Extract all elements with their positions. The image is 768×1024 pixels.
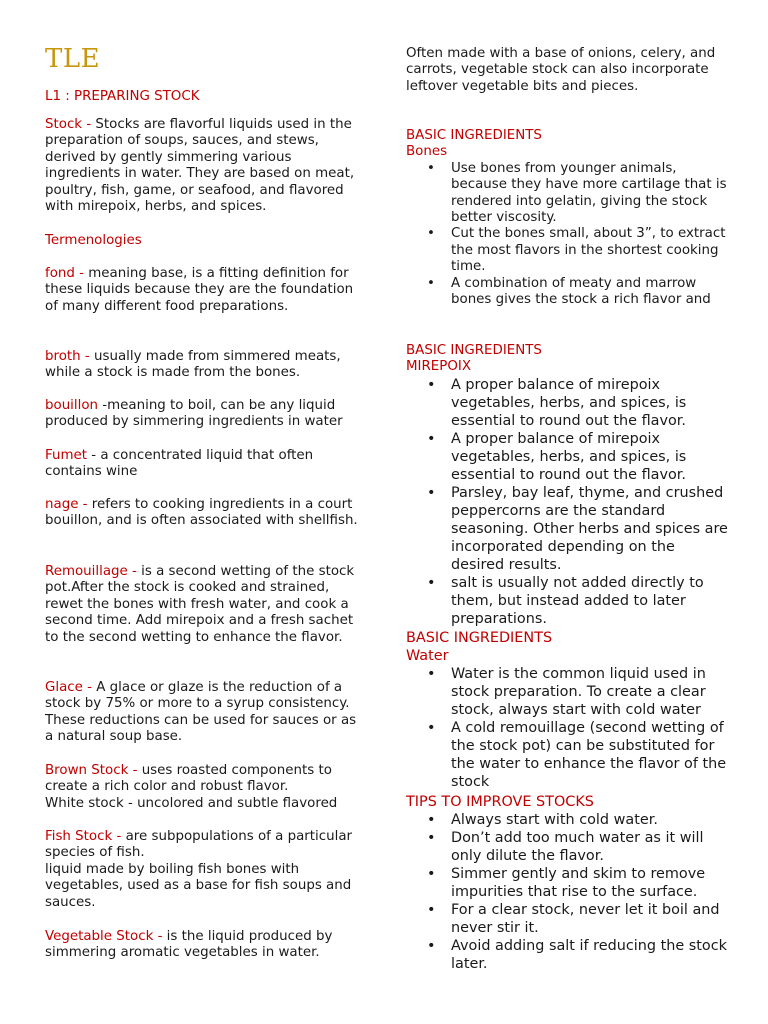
term-label: fond - (45, 266, 84, 281)
list-item: • A cold remouillage (second wetting of the stock pot) can be substituted for the water to enhance the flavor of the stock (406, 719, 728, 791)
definition-vegetable-stock (45, 929, 367, 962)
section-heading: BASIC INGREDIENTS (406, 630, 553, 646)
definition-text: uses roasted components to create a rich color and robust flavor. (45, 763, 332, 795)
tips-list (406, 811, 728, 973)
terminologies-heading: Termenologies (45, 233, 142, 248)
lesson-heading: L1 : PREPARING STOCK (45, 89, 200, 104)
term-label: bouillon (45, 398, 99, 413)
definition-fish-stock (45, 829, 367, 911)
definition-brown-stock (45, 763, 367, 812)
list-item: • A proper balance of mirepoix vegetables, herbs, and spices, is essential to round out the flavor. (406, 430, 728, 484)
section-mirepoix (406, 343, 728, 628)
section-bones (406, 128, 728, 308)
definition-broth (45, 349, 367, 382)
section-heading: TIPS TO IMPROVE STOCKS (406, 794, 594, 810)
term-label: Fish Stock - (45, 829, 122, 844)
definition-remouillage (45, 564, 367, 646)
section-water (406, 629, 728, 791)
mirepoix-list (406, 376, 728, 628)
definition-stock (45, 117, 367, 215)
bones-list (406, 161, 728, 309)
definition-text: is a second wetting of the stock pot.After the stock is cooked and strained, rewet the bones with fresh water, and cook a second time. Add mirepoix and a fresh sachet to the second wetting to enhance the flavor. (45, 564, 355, 645)
list-item: • A proper balance of mirepoix vegetables, herbs, and spices, is essential to round out the flavor. (406, 376, 728, 430)
definition-text: refers to cooking ingredients in a court bouillon, and is often associated with shellfish. (45, 497, 358, 529)
list-item: • For a clear stock, never let it boil and never stir it. (406, 901, 728, 937)
section-heading: BASIC INGREDIENTS (406, 343, 542, 358)
list-item: • Simmer gently and skim to remove impurities that rise to the surface. (406, 865, 728, 901)
term-label: Glace - (45, 680, 92, 695)
section-tips (406, 793, 728, 973)
definition-text: -meaning to boil, can be any liquid produced by simmering ingredients in water (45, 398, 343, 430)
document-title: TLE (45, 44, 101, 74)
list-item: • Avoid adding salt if reducing the stock later. (406, 937, 728, 973)
list-item: • A combination of meaty and marrow bones gives the stock a rich flavor and (406, 276, 728, 309)
term-label: Brown Stock - (45, 763, 138, 778)
definition-text: is the liquid produced by simmering aromatic vegetables in water. (45, 929, 333, 961)
list-item: • Parsley, bay leaf, thyme, and crushed peppercorns are the standard seasoning. Other herbs and spices are incorporated depending on the desired results. (406, 484, 728, 574)
list-item: • salt is usually not added directly to them, but instead added to later preparations. (406, 574, 728, 628)
list-item: • Cut the bones small, about 3”, to extract the most flavors in the shortest cooking time. (406, 226, 728, 275)
term-label: Remouillage - (45, 564, 137, 579)
definition-glace (45, 680, 367, 746)
definition-nage (45, 497, 367, 530)
list-item: • Use bones from younger animals, because they have more cartilage that is rendered into gelatin, giving the stock better viscosity. (406, 161, 728, 227)
term-label: Fumet (45, 448, 87, 463)
term-label: Stock - (45, 117, 92, 132)
list-item: • Water is the common liquid used in stock preparation. To create a clear stock, always start with cold water (406, 665, 728, 719)
definition-fumet (45, 448, 367, 481)
term-label: broth - (45, 349, 90, 364)
definition-fond (45, 266, 367, 315)
white-stock-text: White stock - uncolored and subtle flavored (45, 795, 338, 811)
definition-text: usually made from simmered meats, while a stock is made from the bones. (45, 349, 341, 381)
term-label: nage - (45, 497, 88, 512)
water-list (406, 665, 728, 791)
term-label: Vegetable Stock - (45, 929, 163, 944)
fish-stock-extra-text: liquid made by boiling fish bones with vegetables, used as a base for fish soups and sauces. (45, 861, 352, 910)
vegetable-stock-intro: Often made with a base of onions, celery, and carrots, vegetable stock can also incorporate leftover vegetable bits and pieces. (406, 46, 716, 94)
definition-text: are subpopulations of a particular species of fish. (45, 829, 353, 861)
definition-bouillon (45, 398, 367, 431)
definition-text: A glace or glaze is the reduction of a stock by 75% or more to a syrup consistency. These reductions can be used for sauces or as a natural soup base. (45, 680, 357, 745)
section-subheading: Bones (406, 144, 448, 160)
definition-text: Stocks are flavorful liquids used in the preparation of soups, sauces, and stews, derived by gently simmering various ingredients in water. They are based on meat, poultry, fish, game, or seafood, and flavored with mirepoix, herbs, and spices. (45, 117, 355, 215)
definition-text: meaning base, is a fitting definition for these liquids because they are the foundation of many different food preparations. (45, 266, 354, 314)
section-heading: BASIC INGREDIENTS (406, 128, 542, 143)
section-subheading: MIREPOIX (406, 359, 472, 375)
list-item: • Always start with cold water. (406, 811, 728, 829)
section-subheading: Water (406, 648, 449, 664)
list-item: • Don’t add too much water as it will only dilute the flavor. (406, 829, 728, 865)
definition-text: - a concentrated liquid that often contains wine (45, 448, 314, 480)
